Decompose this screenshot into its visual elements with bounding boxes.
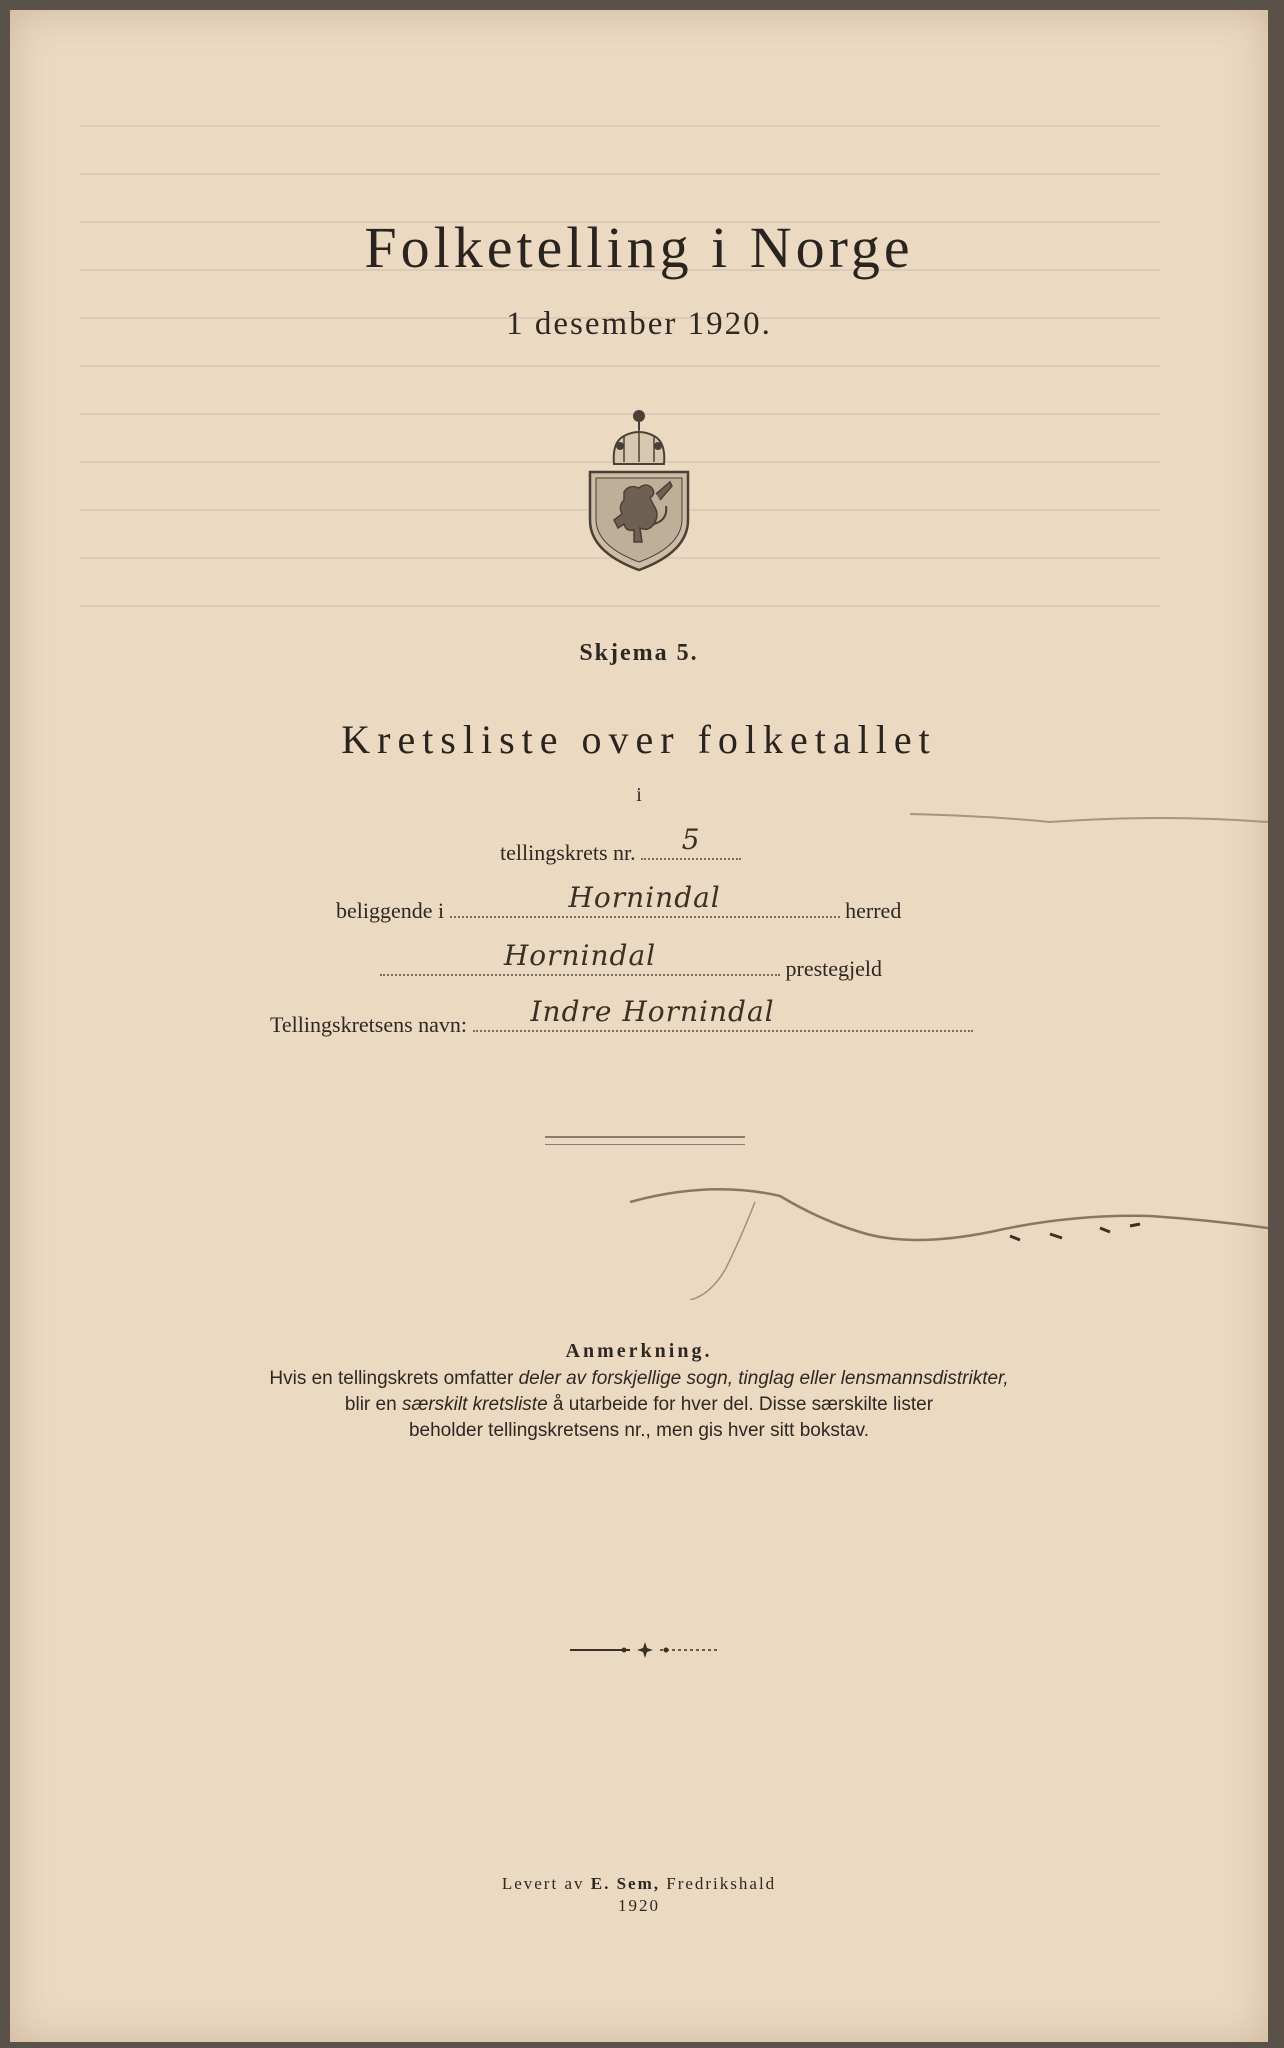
ornament-divider-icon [570, 1640, 720, 1660]
herred-value: Hornindal [568, 881, 721, 914]
divider-rule [545, 1136, 745, 1145]
note-line-2-text-a: blir en [344, 1394, 402, 1415]
preposition-label: i [636, 784, 642, 806]
note-line-1-text: Hvis en tellingskrets omfatter [269, 1368, 519, 1389]
note-line-2 [10, 1394, 1268, 1416]
herred-field[interactable] [450, 881, 840, 918]
norwegian-coat-of-arms-icon [584, 402, 694, 572]
page-title: Folketelling i Norge [364, 215, 914, 280]
paper-tear-marks [10, 800, 1268, 1300]
prestegjeld-value: Hornindal [503, 939, 657, 972]
note-line-2-emphasis: særskilt kretsliste [401, 1394, 548, 1415]
note-title: Anmerkning. [565, 1340, 713, 1362]
kretsnavn-label: Tellingskretsens navn: [270, 1012, 468, 1037]
form-heading: Kretsliste over folketallet [341, 717, 937, 762]
tellingskrets-field[interactable] [641, 823, 741, 860]
prestegjeld-row [380, 939, 883, 982]
tellingskrets-row [500, 823, 741, 866]
census-form-page [10, 10, 1268, 2042]
printer-year: 1920 [618, 1896, 660, 1915]
printer-prefix: Levert av [501, 1874, 591, 1893]
beliggende-row [336, 881, 902, 924]
herred-label: herred [845, 898, 902, 923]
kretsnavn-value: Indre Hornindal [530, 995, 775, 1028]
note-line-1 [10, 1368, 1268, 1390]
beliggende-label: beliggende i [336, 898, 445, 923]
kretsnavn-row [270, 995, 973, 1038]
census-date: 1 desember 1920. [506, 306, 772, 342]
prestegjeld-field[interactable] [380, 939, 780, 976]
note-line-1-emphasis: deler av forskjellige sogn, tinglag eller lensmannsdistrikter, [518, 1368, 1009, 1389]
note-line-3: beholder tellingskretsens nr., men gis hver sitt bokstav. [408, 1420, 870, 1441]
printer-name: E. Sem, [590, 1874, 660, 1893]
printer-city: Fredrikshald [659, 1874, 777, 1893]
tellingskrets-label: tellingskrets nr. [500, 840, 636, 865]
schema-label: Skjema 5. [579, 640, 699, 666]
prestegjeld-label: prestegjeld [785, 956, 883, 981]
printer-credit [10, 1874, 1268, 1894]
kretsnavn-field[interactable] [473, 995, 973, 1032]
note-line-2-text-b: å utarbeide for hver del. Disse særskilte lister [547, 1394, 934, 1415]
tellingskrets-value: 5 [681, 823, 701, 856]
